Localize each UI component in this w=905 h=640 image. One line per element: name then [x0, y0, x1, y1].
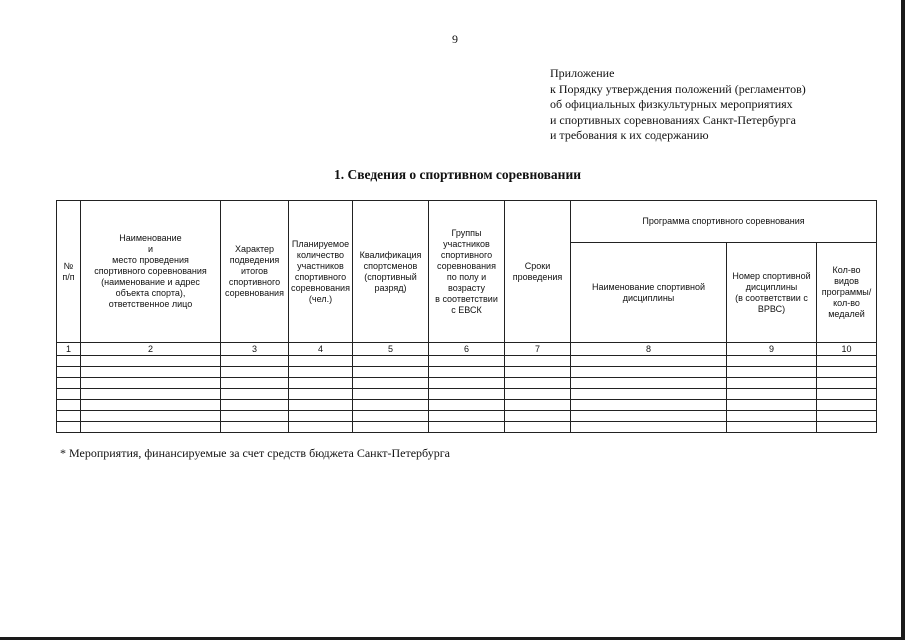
- competition-info-table: [56, 200, 877, 433]
- column-number: 6: [429, 343, 505, 356]
- column-number: 4: [289, 343, 353, 356]
- column-number: 10: [817, 343, 877, 356]
- table-row: [57, 422, 877, 433]
- table-row: [57, 356, 877, 367]
- table-row: [57, 367, 877, 378]
- table-row: [57, 411, 877, 422]
- header-cell-discipline-name: Наименование спортивной дисциплины: [571, 243, 727, 343]
- header-cell-participants-count: Планируемое количество участников спортивного соревнования (чел.): [289, 201, 353, 343]
- table-row: [57, 389, 877, 400]
- header-cell-groups: Группы участников спортивного соревнования по полу и возрасту в соответствии с ЕВСК: [429, 201, 505, 343]
- header-cell-name-place: Наименование и место проведения спортивного соревнования (наименование и адрес объекта спорта), ответственное лицо: [81, 201, 221, 343]
- section-title: 1. Сведения о спортивном соревновании: [333, 167, 582, 182]
- header-cell-number: № п/п: [57, 201, 81, 343]
- column-number: 8: [571, 343, 727, 356]
- scan-edge-right: [901, 0, 905, 640]
- column-number: 5: [353, 343, 429, 356]
- appendix-line: об официальных физкультурных мероприятиях: [550, 97, 793, 111]
- header-cell-program: Программа спортивного соревнования: [571, 201, 877, 243]
- column-number: 3: [221, 343, 289, 356]
- table-row: [57, 400, 877, 411]
- header-cell-program-count: Кол-во видов программы/ кол-во медалей: [817, 243, 877, 343]
- table-row: [57, 378, 877, 389]
- page-number: 9: [452, 32, 458, 46]
- column-number: 9: [727, 343, 817, 356]
- appendix-line: и спортивных соревнованиях Санкт-Петербурга: [550, 112, 796, 127]
- column-number: 7: [505, 343, 571, 356]
- header-cell-discipline-number: Номер спортивной дисциплины (в соответствии с ВРВС): [727, 243, 817, 343]
- footnote: * Мероприятия, финансируемые за счет средств бюджета Санкт-Петербурга: [60, 446, 450, 460]
- column-numbers-row: [57, 343, 877, 356]
- appendix-line: Приложение: [550, 66, 615, 80]
- header-cell-qualification: Квалификация спортсменов (спортивный разряд): [353, 201, 429, 343]
- column-number: 1: [57, 343, 81, 356]
- header-cell-results-type: Характер подведения итогов спортивного соревнования: [221, 201, 289, 343]
- appendix-line: и требования к их содержанию: [550, 128, 709, 142]
- header-cell-dates: Сроки проведения: [505, 201, 571, 343]
- appendix-header: [550, 66, 880, 144]
- column-number: 2: [81, 343, 221, 356]
- appendix-line: к Порядку утверждения положений (регламентов): [550, 81, 806, 96]
